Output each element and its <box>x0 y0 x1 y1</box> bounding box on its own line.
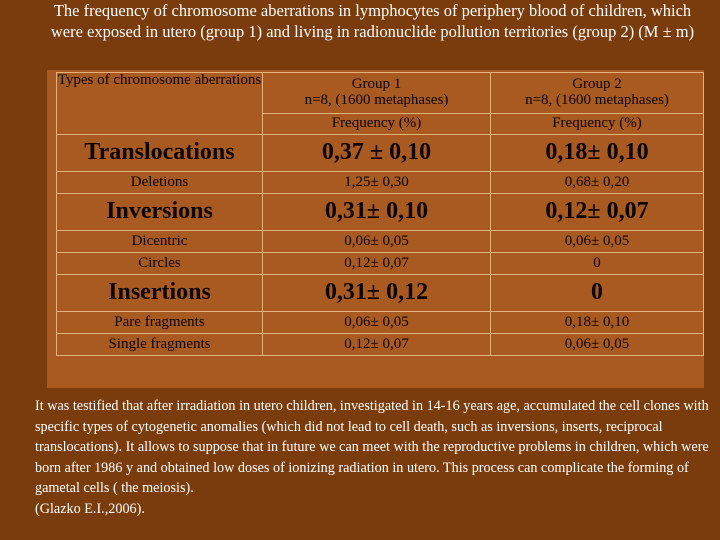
table-row <box>57 194 704 231</box>
header-types: Types of chromosome aberrations <box>57 73 263 135</box>
cell-type: Single fragments <box>57 334 263 356</box>
table-row <box>57 275 704 312</box>
cell-group2: 0,68± 0,20 <box>491 172 704 194</box>
cell-group1: 0,12± 0,07 <box>263 253 491 275</box>
cell-group2: 0,18± 0,10 <box>491 312 704 334</box>
slide-title: The frequency of chromosome aberrations in lymphocytes of periphery blood of children, which were exposed in utero (group 1) and living in radionuclide pollution territories (group 2) (M ± m) <box>50 1 695 41</box>
cell-type: Pare fragments <box>57 312 263 334</box>
header-group2-n: n=8, (1600 metaphases) <box>525 92 669 108</box>
body-paragraph <box>35 396 715 519</box>
header-group1-n: n=8, (1600 metaphases) <box>304 92 449 108</box>
cell-group2: 0,12± 0,07 <box>491 194 704 231</box>
cell-group2: 0 <box>491 275 704 312</box>
header-group2-frequency: Frequency (%) <box>491 114 704 135</box>
cell-group1: 1,25± 0,30 <box>263 172 491 194</box>
header-group2 <box>491 73 704 114</box>
cell-group2: 0,06± 0,05 <box>491 231 704 253</box>
header-group1-title: Group 1 <box>351 76 402 93</box>
header-group1 <box>263 73 491 114</box>
cell-group1: 0,31± 0,12 <box>263 275 491 312</box>
cell-type: Dicentric <box>57 231 263 253</box>
cell-group2: 0 <box>491 253 704 275</box>
table-row <box>57 253 704 275</box>
table-row <box>57 312 704 334</box>
cell-type: Circles <box>57 253 263 275</box>
cell-group1: 0,06± 0,05 <box>263 312 491 334</box>
header-group2-title: Group 2 <box>572 76 622 93</box>
table-header-row <box>57 73 704 114</box>
cell-type: Inversions <box>57 194 263 231</box>
cell-type: Deletions <box>57 172 263 194</box>
citation: (Glazko E.I.,2006). <box>35 500 145 517</box>
cell-group2: 0,06± 0,05 <box>491 334 704 356</box>
cell-group2: 0,18± 0,10 <box>491 135 704 172</box>
table-row <box>57 172 704 194</box>
table-row <box>57 334 704 356</box>
aberrations-table <box>56 72 704 356</box>
cell-type: Translocations <box>57 135 263 172</box>
cell-type: Insertions <box>57 275 263 312</box>
header-group1-frequency: Frequency (%) <box>263 114 491 135</box>
cell-group1: 0,31± 0,10 <box>263 194 491 231</box>
body-text: It was testified that after irradiation in utero children, investigated in 14-16 years age, accumulated the cell clones with specific types of cytogenetic anomalies (which did not lead to cell death, such as inversions, inserts, reciprocal translocations). It allows to suppose that in future we can meet with the reproductive problems in children, which were born after 1986 y and obtained low doses of ionizing radiation in utero. This process can complicate the forming of gametal cells ( the meiosis). <box>35 398 709 496</box>
cell-group1: 0,06± 0,05 <box>263 231 491 253</box>
table-row <box>57 135 704 172</box>
table-row <box>57 231 704 253</box>
cell-group1: 0,12± 0,07 <box>263 334 491 356</box>
cell-group1: 0,37 ± 0,10 <box>263 135 491 172</box>
